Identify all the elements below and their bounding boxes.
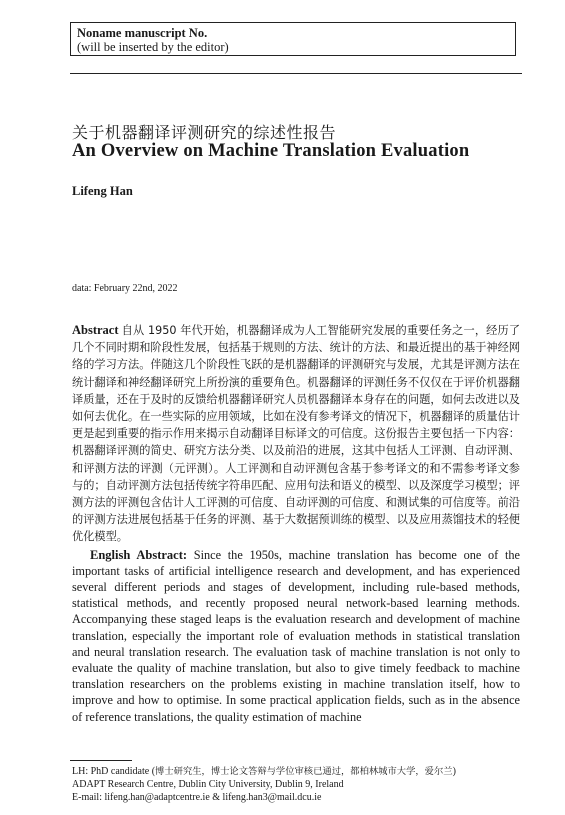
footnote-affiliation-status [72,766,522,779]
footnote-status-chinese: 博士研究生，博士论文答辩与学位审核已通过，都柏林城市大学，爱尔兰 [155,766,453,777]
abstract-english-text: Since the 1950s, machine translation has become one of the important tasks of artificial intelligence research and development, and has experienced several different periods and stages of development, including rule-based methods, statistical methods, and recently proposed neural network-based learning methods. Accompanying these staged leaps is the evaluation research and development of machine translation, especially the important role of evaluation methods in statistical translation and neural translation research. The evaluation task of machine translation is not only to evaluate the quality of machine translation, but also to give timely feedback to machine translation researchers on the problems existing in machine translation itself, how to improve and how to optimise. In some practical application fields, such as in the absence of reference translations, the quality estimation of machine [72,547,520,724]
abstract-chinese-text: 自从 1950 年代开始，机器翻译成为人工智能研究发展的重要任务之一，经历了几个不同时期和阶段性发展，包括基于规则的方法、统计的方法、和最近提出的基于神经网络的学习方法。伴随这几个阶段性飞跃的是机器翻译的评测研究与发展，尤其是评测方法在统计翻译和神经翻译研究上所扮演的重要角色。机器翻译的评测任务不仅仅在于评价机器翻译质量，还在于及时的反馈给机器翻译研究人员机器翻译本身存在的问题，如何去改进以及如何去优化。在一些实际的应用领域，比如在没有参考译文的情况下，机器翻译的质量估计更是起到重要的指示作用来揭示自动翻译目标译文的可信度。这份报告主要包括一下内容：机器翻译评测的简史、研究方法分类、以及前沿的进展，这其中包括人工评测、自动评测、和评测方法的评测（元评测）。人工评测和自动评测包含基于参考译文的和不需参考译文参与的；自动评测方法包括传统字符串匹配、应用句法和语义的模型、以及深度学习模型；评测方法的评测包含估计人工评测的可信度、自动评测的可信度、和测试集的可信度等。前沿的评测方法进展包括基于任务的评测、基于大数据预训练的模型、以及应用蒸馏技术的轻便优化模型。 [72,324,521,544]
footnote-rule [70,760,132,761]
top-rule [70,73,522,74]
abstract-label: Abstract [72,323,119,337]
footnote-institution: ADAPT Research Centre, Dublin City University, Dublin 9, Ireland [72,778,344,790]
footnote-status-suffix: ) [452,766,456,777]
title-chinese: 关于机器翻译评测研究的综述性报告 [72,123,337,142]
footnote-email: E-mail: lifeng.han@adaptcentre.ie & lifeng.han3@mail.dcu.ie [72,791,322,803]
manuscript-header-box [70,22,516,56]
abstract-chinese-paragraph [72,322,520,546]
editor-note: (will be inserted by the editor) [77,40,229,54]
abstract-english-paragraph [72,547,520,725]
footnote [72,766,522,804]
english-abstract-label: English Abstract: [90,547,188,562]
footnote-status-prefix: LH: PhD candidate ( [72,766,156,777]
manuscript-number: Noname manuscript No. [77,26,208,40]
abstract-section [72,322,520,725]
author-name: Lifeng Han [72,184,133,198]
date-line: data: February 22nd, 2022 [72,283,178,294]
title-english: An Overview on Machine Translation Evaluation [72,141,470,161]
